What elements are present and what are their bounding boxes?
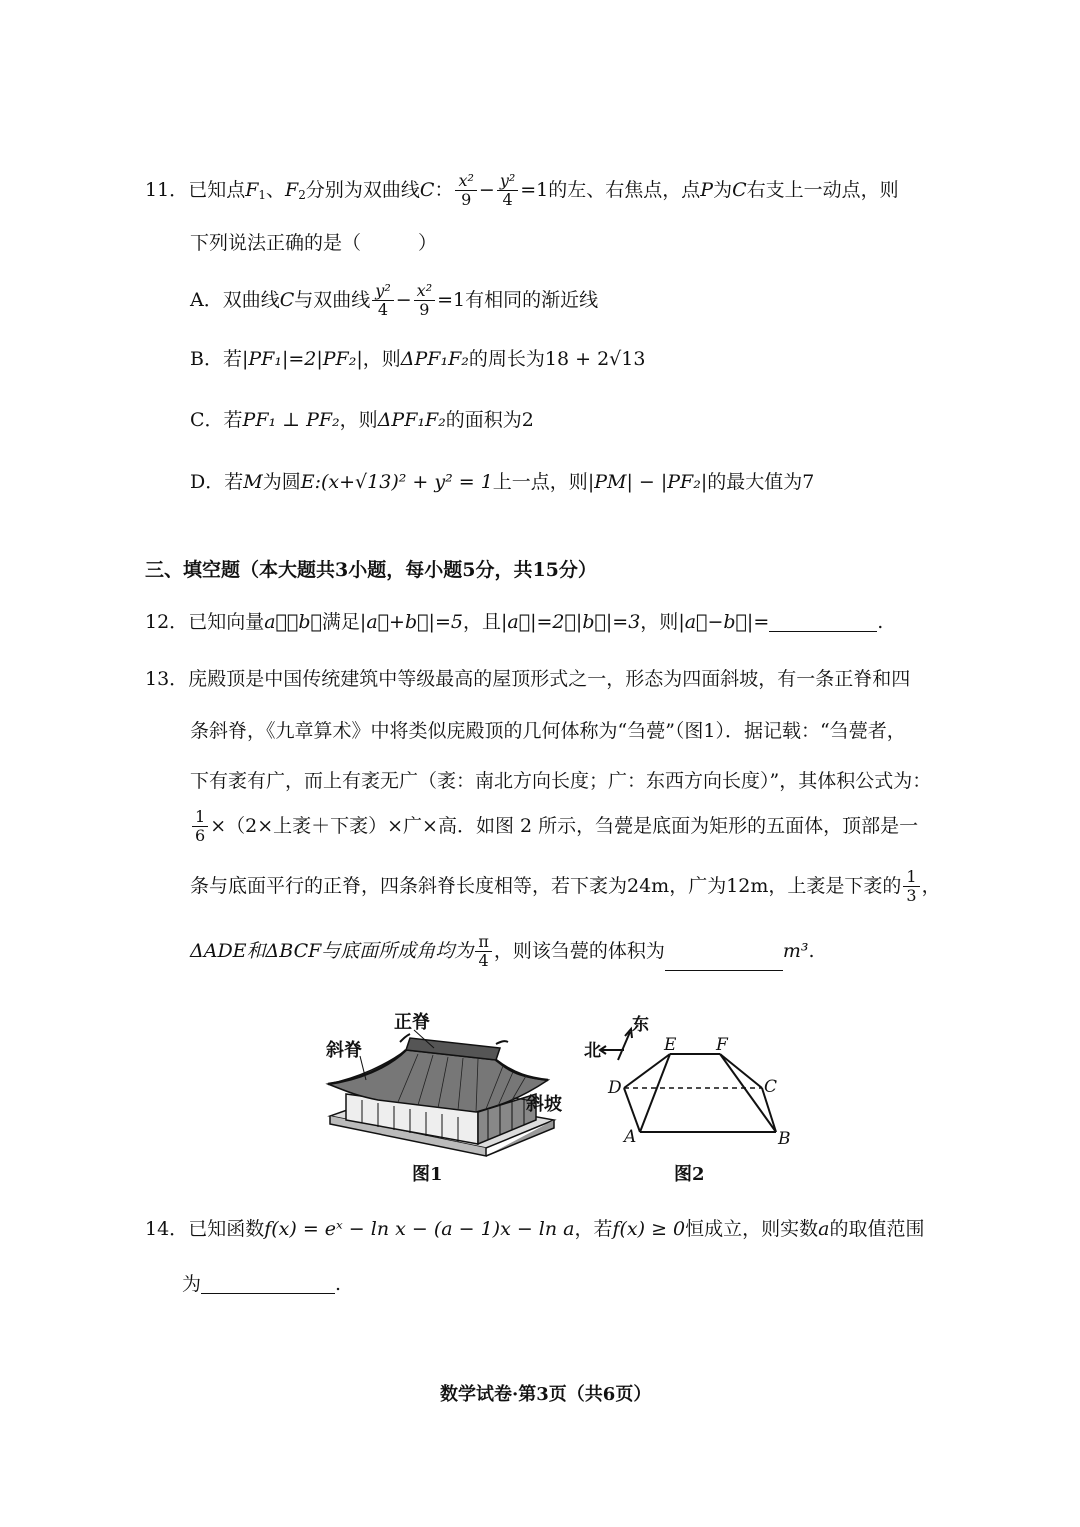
q14-lead: 已知函数 (188, 1218, 265, 1240)
q13-text: ΔADE和ΔBCF与底面所成角均为 (190, 939, 474, 962)
q11-text: 右支上一动点，则 (746, 178, 899, 201)
q13-line1 (145, 670, 910, 689)
page-footer: 数学试卷·第3页（共6页） (440, 1384, 652, 1405)
frac-1-6: $\frac{1}{6}$ (192, 808, 208, 846)
curve-c: C (732, 178, 747, 201)
label-east: 东 (632, 1015, 649, 1035)
label-north: 北 (584, 1041, 601, 1061)
figure-2-caption: 图2 (674, 1164, 705, 1185)
q13-line3: 下有袤有广，而上有袤无广（袤：南北方向长度；广：东西方向长度）”，其体积公式为： (190, 770, 932, 792)
q11-minus: − (478, 178, 495, 201)
q12-cond2: |a⃗|=2，|b⃗|=3 (500, 611, 641, 633)
q14-tail2: 的取值范围 (829, 1218, 925, 1240)
q12-mid3: ，则 (640, 611, 679, 633)
q12-lead: 已知向量 (188, 611, 265, 633)
q14-mid: ，若 (574, 1218, 613, 1240)
opt-c-cond: PF₁ ⊥ PF₂ (242, 409, 340, 431)
circle-e: E:(x+√13)² + y² = 1 (300, 471, 493, 493)
label-slope: 斜坡 (526, 1094, 562, 1115)
q11-option-c (190, 411, 534, 430)
opt-a-lead: A．双曲线 (190, 288, 280, 311)
geometry-figure (578, 1008, 808, 1188)
figure-1-caption: 图1 (412, 1164, 443, 1185)
q13-unit: m³ (782, 939, 809, 962)
f2: F (285, 178, 299, 201)
q13-text: 庑殿顶是中国传统建筑中等级最高的屋顶形式之一，形态为四面斜坡，有一条正脊和四 (188, 668, 911, 690)
point-m: M (243, 471, 263, 493)
q11-text: 分别为双曲线 (305, 178, 420, 201)
q14-line2 (182, 1275, 341, 1294)
opt-b-mid: ，则 (362, 348, 401, 370)
q12-answer-blank[interactable] (769, 613, 877, 632)
q11-line2: 下列说法正确的是（ ） (190, 232, 438, 254)
opt-b-tri: ΔPF₁F₂ (400, 348, 469, 370)
frac-y2-4: $\frac{\text{y²}}{4}$ (497, 172, 518, 210)
q13-formula-text: ×（2×上袤＋下袤）×广×高．如图 2 所示，刍甍是底面为矩形的五面体，顶部是一 (210, 814, 919, 837)
opt-a-tail: 有相同的渐近线 (465, 288, 599, 311)
opt-d-expr: |PM| − |PF₂| (587, 471, 708, 493)
q14-end: . (335, 1273, 342, 1295)
opt-c-tail: 的面积为2 (445, 409, 534, 431)
q14-line1 (145, 1220, 925, 1239)
q11-option-d (190, 473, 814, 492)
label-f: F (716, 1035, 728, 1055)
q12-mid2: ，且 (462, 611, 501, 633)
q13-number: 13． (145, 668, 189, 690)
q11-text: 的左、右焦点，点 (548, 178, 701, 201)
opt-d-lead: D．若 (190, 471, 244, 493)
q14-a: a (818, 1218, 830, 1240)
frac-x2-9: $\frac{\text{x²}}{9}$ (455, 172, 476, 210)
label-a: A (624, 1127, 637, 1147)
q14-number: 14． (145, 1218, 189, 1240)
opt-b-cond: |PF₁|=2|PF₂| (241, 348, 363, 370)
opt-d-tail: 的最大值为7 (707, 471, 815, 493)
q11-option-b (190, 350, 645, 369)
opt-c-tri: ΔPF₁F₂ (377, 409, 446, 431)
q12-mid: 满足 (321, 611, 360, 633)
frac-pi-4: $\frac{\pi}{4}$ (475, 933, 492, 971)
q11-sep: 、 (266, 178, 286, 201)
section-heading: 三、填空题（本大题共3小题，每小题5分，共15分） (145, 559, 597, 581)
curve-c: C (279, 288, 295, 311)
q13-text: 条与底面平行的正脊，四条斜脊长度相等，若下袤为24m，广为12m，上袤是下袤的 (190, 874, 902, 897)
label-d: D (608, 1078, 622, 1098)
q13-line2: 条斜脊，《九章算术》中将类似庑殿顶的几何体称为“刍甍”（图1）．据记载：“刍甍者， (190, 720, 906, 742)
opt-c-lead: C．若 (190, 409, 243, 431)
curve-c: C (419, 178, 435, 201)
figure-1 (318, 1008, 578, 1188)
opt-b-lead: B．若 (190, 348, 242, 370)
q11-option-a (190, 282, 598, 320)
q12-vectors: a⃗，b⃗ (264, 611, 322, 633)
point-p: P (700, 178, 714, 201)
label-b: B (778, 1129, 791, 1149)
label-e: E (664, 1035, 677, 1055)
q13-end: . (808, 939, 815, 962)
label-ridge: 正脊 (394, 1012, 430, 1033)
q11-eq: =1 (520, 178, 549, 201)
label-c: C (764, 1077, 778, 1097)
eq: =1 (437, 288, 466, 311)
minus: − (395, 288, 412, 311)
f1: F (245, 178, 259, 201)
opt-c-mid: ，则 (339, 409, 378, 431)
frac-1-3: $\frac{1}{3}$ (903, 868, 919, 906)
q13-comma: ， (921, 874, 941, 897)
q13-answer-blank[interactable] (665, 952, 783, 971)
q14-function: f(x) = eˣ − ln x − (a − 1)x − ln a (264, 1218, 575, 1240)
opt-d-mid2: 上一点，则 (492, 471, 588, 493)
label-hip: 斜脊 (326, 1040, 362, 1061)
q11-number: 11． (145, 178, 189, 201)
opt-a-mid: 与双曲线 (294, 288, 371, 311)
frac-x2-9: $\frac{\text{x²}}{9}$ (414, 282, 435, 320)
q11-text: 已知点 (188, 178, 246, 201)
opt-b-tail: 的周长为18 + 2√13 (468, 348, 646, 370)
q11-colon: ： (434, 178, 454, 201)
q13-line5 (190, 868, 941, 906)
figure-2 (578, 1008, 808, 1188)
q14-line2-text: 为 (182, 1273, 202, 1295)
q14-cond: f(x) ≥ 0 (612, 1218, 686, 1240)
q13-line6 (190, 933, 815, 971)
q13-text: ，则该刍甍的体积为 (493, 939, 665, 962)
q12-cond1: |a⃗+b⃗|=5 (359, 611, 463, 633)
q12-ask: |a⃗−b⃗|= (678, 611, 770, 633)
q12-number: 12． (145, 611, 189, 633)
q11-line1: 11．已知点$F_1$、$F_2$分别为双曲线C： $\frac{\text{x²}}{9}$ − $\frac{\text{y²}}{4}$ =1的左、右焦点，点P为C右支上一动点，则 (145, 171, 899, 210)
q12-end: . (877, 611, 884, 633)
q14-tail: 恒成立，则实数 (685, 1218, 819, 1240)
q13-line4 (190, 808, 918, 846)
q14-answer-blank[interactable] (201, 1275, 335, 1294)
q11-text: 为 (713, 178, 733, 201)
palace-illustration (318, 1008, 578, 1188)
frac-y2-4: $\frac{\text{y²}}{4}$ (372, 282, 393, 320)
opt-d-mid: 为圆 (262, 471, 301, 493)
q12 (145, 613, 883, 632)
